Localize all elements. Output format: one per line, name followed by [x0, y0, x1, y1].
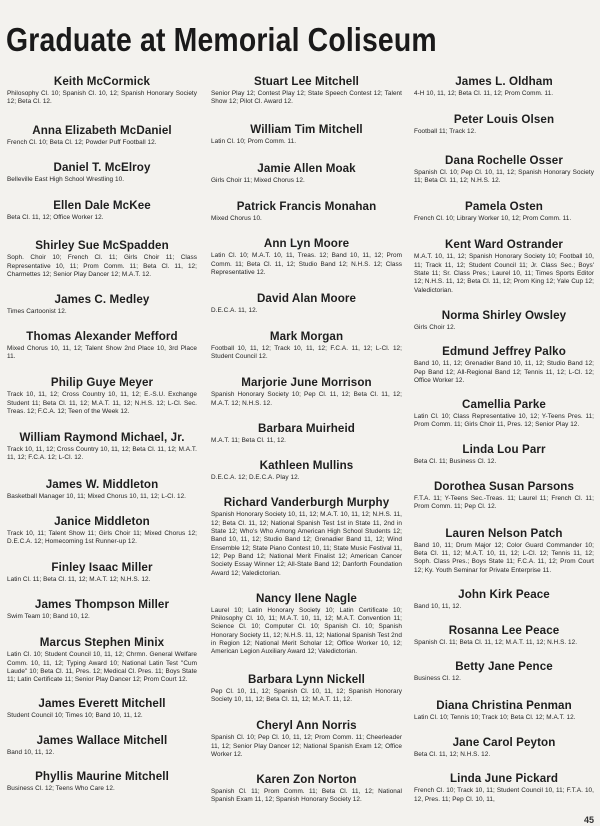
column-3: [414, 74, 594, 804]
graduate-entry: [7, 696, 197, 720]
graduate-entry: [414, 526, 594, 575]
graduate-entry: [414, 698, 594, 722]
graduate-name: Marcus Stephen Minix: [39, 636, 165, 650]
graduate-name: Jamie Allen Moak: [257, 161, 356, 175]
graduate-name: Keith McCormick: [53, 75, 151, 88]
graduate-entry: [7, 597, 197, 621]
graduate-activities: Latin Cl. 11; Beta Cl. 11, 12; M.A.T. 12; N.H.S. 12.: [7, 575, 151, 583]
page-title: Graduate at Memorial Coliseum: [6, 21, 437, 58]
graduate-name: Ann Lyn Moore: [263, 237, 350, 251]
graduate-activities: Latin Cl. 10; Prom Comm. 11.: [211, 137, 297, 145]
graduate-activities: Girls Choir 12.: [414, 323, 456, 331]
graduate-entry: [414, 199, 594, 223]
graduate-activities: Spanish Cl. 10; Pep Cl. 10, 11, 12; Spanish Honorary Society 11; Beta Cl. 11, 12; N.H.S. 12.: [414, 168, 594, 184]
graduate-activities: Spanish Honorary Society 10, 11, 12; M.A.T. 10, 11, 12; N.H.S. 11, 12; Beta Cl. 11, 12; National Spanish Test 1st in State 11, 2nd in State 12; Who's Who Among American High School Students 12; Band 10, 11, 12; Studio Band 12; Grenadier Band 11, 12; Wind Ensemble 12; State Piano Contest 10, 11; State Music Festival 11, 12; Pep Band 12; National Merit Finalist 12; American Cancer Society Essay Winner 12; All-State Band 12; Danforth Foundation Award 12; Valedictorian.: [211, 511, 402, 577]
graduate-name: James Thompson Miller: [34, 597, 170, 611]
graduate-name: William Raymond Michael, Jr.: [19, 431, 185, 445]
graduate-name: Richard Vanderburgh Murphy: [223, 496, 390, 510]
graduate-activities: Band 10, 11; Drum Major 12; Color Guard Commander 10; Beta Cl. 11, 12; M.A.T. 10, 11, 12; L-Cl. 12; Tennis 11, 12; Soph. Class Pres.; Boys State 11; F.C.A. 11, 12; Prom Court 12; Ky. Youth Seminar for Private Enterprise 11.: [414, 541, 594, 574]
graduate-activities: Track 10, 11; Talent Show 11; Girls Choir 11; Mixed Chorus 12; D.E.C.A. 12; Homecoming 1st Runner-up 12.: [7, 530, 197, 546]
column-2: [211, 74, 402, 805]
graduate-activities: French Cl. 10; Track 10, 11; Student Council 10, 11; F.T.A. 10, 12, Pres. 11; Pep Cl. 10, 11,: [414, 787, 594, 803]
graduate-activities: Football 10, 11, 12; Track 10, 11, 12; F.C.A. 11, 12; L-Cl. 12; Student Council 12.: [211, 344, 402, 360]
graduate-activities: Track 10, 11, 12; Cross Country 10, 11, 12; Beta Cl. 11, 12; M.A.T. 11, 12; F.C.A. 12; L-Cl. 12.: [7, 446, 197, 462]
graduate-activities: French Cl. 10; Library Worker 10, 12; Prom Comm. 11.: [414, 215, 572, 223]
graduate-entry: [414, 771, 594, 804]
graduate-entry: [7, 733, 197, 757]
graduate-entry: [414, 74, 594, 98]
graduate-name: Linda Lou Parr: [462, 442, 546, 456]
graduate-entry: [7, 635, 197, 684]
graduate-entry: [414, 735, 594, 759]
graduate-entry: [7, 329, 197, 362]
graduate-entry: [211, 772, 402, 805]
graduate-activities: French Cl. 10; Beta Cl. 12; Powder Puff Football 12.: [7, 138, 157, 146]
graduate-name: James Everett Mitchell: [38, 697, 166, 711]
graduate-name: Kent Ward Ostrander: [444, 238, 564, 252]
graduate-name: Nancy Ilene Nagle: [256, 591, 357, 605]
graduate-name: James C. Medley: [54, 293, 150, 307]
graduate-name: Patrick Francis Monahan: [236, 200, 377, 214]
graduate-activities: Student Council 10; Times 10; Band 10, 11, 12.: [7, 712, 143, 720]
graduate-entry: [414, 659, 594, 683]
graduate-entry: [211, 672, 402, 705]
graduate-name: Marjorie June Morrison: [241, 376, 372, 390]
graduate-entry: [211, 291, 402, 315]
graduate-name: John Kirk Peace: [458, 587, 550, 601]
graduate-entry: [211, 236, 402, 277]
graduate-entry: [414, 237, 594, 294]
graduate-activities: D.E.C.A. 12; D.E.C.A. Play 12.: [211, 474, 300, 482]
graduate-name: Edmund Jeffrey Palko: [442, 345, 566, 359]
graduate-name: Anna Elizabeth McDaniel: [32, 123, 172, 137]
graduate-name: Stuart Lee Mitchell: [254, 75, 359, 88]
graduate-activities: Band 10, 11, 12; Grenadier Band 10, 11, 12; Studio Band 12; Pep Band 12; All-Regional Band 12; Tennis 11, 12; L-Cl. 12; Office Worker 12.: [414, 360, 594, 384]
graduate-entry: [211, 161, 402, 185]
graduate-name: Dorothea Susan Parsons: [433, 480, 575, 494]
graduate-name: Karen Zon Norton: [256, 773, 357, 787]
graduate-activities: Latin Cl. 10; Student Council 10, 11, 12; Chrmn. General Welfare Comm. 10, 11, 12; Typing Award 10; National Latin Test "Cum Laude" 10; Beta Cl. 11, Pres. 12; Medical Cl. Pres. 11; Boys State 11; Latin Certificate 11; Senior Play Dancer 12; Prom Court 12.: [7, 651, 197, 684]
graduate-entry: [211, 375, 402, 408]
graduate-name: Janice Middleton: [54, 515, 150, 529]
graduate-entry: [414, 112, 594, 136]
graduate-activities: Spanish Honorary Society 10; Pep Cl. 11, 12; Beta Cl. 11, 12; M.A.T. 12; N.H.S. 12.: [211, 391, 402, 407]
graduate-activities: M.A.T. 10, 11, 12; Spanish Honorary Society 10; Football 10, 11; Track 11, 12; Student Council 11; Jr. Class Sec.; Boys' State 11; Sr. Class Pres.; Laurel 10, 11; Times Sports Editor 12; N.H.S. 11, 12; Beta Cl. 11, 12; Prom King 12; Yale Cup 12; Valedictorian.: [414, 253, 594, 294]
graduate-name: Ellen Dale McKee: [53, 199, 151, 213]
graduate-activities: F.T.A. 11; Y-Teens Sec.-Treas. 11; Laurel 11; French Cl. 11; Prom Comm. 11; Pep Cl. 12.: [414, 495, 594, 511]
graduate-activities: Pep Cl. 10, 11, 12; Spanish Cl. 10, 11, 12; Spanish Honorary Society 10, 11, 12; Beta Cl. 11, 12; M.A.T. 11, 12.: [211, 687, 402, 703]
graduate-entry: [7, 123, 197, 147]
graduate-entry: [7, 477, 197, 501]
graduate-entry: [7, 560, 197, 584]
graduate-activities: Track 10, 11, 12; Cross Country 10, 11, 12; E.-S.U. Exchange Student 11; Beta Cl. 11, 12; M.A.T. 11, 12; N.H.S. 12; L-Cl. Sec. Treas. 12; F.C.A. 12; Teen of the Week 12.: [7, 391, 197, 415]
graduate-entry: [211, 122, 402, 146]
graduate-activities: Business Cl. 12.: [414, 675, 461, 683]
graduate-entry: [414, 397, 594, 430]
graduate-entry: [7, 514, 197, 547]
graduate-activities: Girls Choir 11; Mixed Chorus 12.: [211, 176, 305, 184]
graduate-activities: Beta Cl. 11, 12; N.H.S. 12.: [414, 751, 491, 759]
graduate-name: Rosanna Lee Peace: [448, 624, 560, 638]
graduate-entry: [211, 74, 402, 107]
graduate-activities: Mixed Chorus 10, 11, 12; Talent Show 2nd Place 10, 3rd Place 11.: [7, 344, 197, 360]
graduate-name: Barbara Muirheid: [258, 421, 355, 435]
graduate-entry: [7, 160, 197, 184]
graduate-name: James Wallace Mitchell: [36, 733, 168, 747]
graduate-name: Peter Louis Olsen: [453, 113, 555, 127]
graduate-entry: [211, 329, 402, 362]
graduate-name: Betty Jane Pence: [455, 660, 553, 674]
graduate-entry: [7, 769, 197, 793]
graduate-name: Philip Guye Meyer: [50, 376, 154, 390]
graduate-entry: [7, 74, 197, 107]
graduate-entry: [7, 430, 197, 463]
graduate-activities: Band 10, 11, 12.: [7, 748, 55, 756]
graduate-entry: [211, 199, 402, 223]
graduate-activities: Latin Cl. 10; Tennis 10; Track 10; Beta Cl. 12; M.A.T. 12.: [414, 713, 576, 721]
graduate-entry: [7, 292, 197, 316]
graduate-name: David Alan Moore: [256, 292, 357, 306]
graduate-name: Phyllis Maurine Mitchell: [35, 770, 169, 784]
graduate-activities: M.A.T. 11; Beta Cl. 11, 12.: [211, 436, 286, 444]
graduate-name: William Tim Mitchell: [250, 122, 363, 136]
graduate-name: Norma Shirley Owsley: [441, 308, 567, 322]
graduate-activities: Spanish Cl. 10; Pep Cl. 10, 11, 12; Prom Comm. 11; Cheerleader 11, 12; Senior Play Dancer 12; National Spanish Exam 12; Office Worker 12.: [211, 734, 402, 758]
graduate-activities: Latin Cl. 10; Class Representative 10, 12; Y-Teens Pres. 11; Prom Comm. 11; Girls Choir 11, Pres. 12; Senior Play 12.: [414, 413, 594, 429]
graduate-activities: Spanish Cl. 11; Prom Comm. 11; Beta Cl. 11, 12; National Spanish Exam 11, 12; Spanish Honorary Society 12.: [211, 788, 402, 804]
graduate-entry: [7, 375, 197, 416]
graduate-name: Pamela Osten: [465, 200, 543, 214]
graduate-activities: Spanish Cl. 11; Beta Cl. 11, 12; M.A.T. 11, 12; N.H.S. 12.: [414, 639, 578, 647]
page-number: 45: [583, 815, 594, 825]
graduate-activities: Philosophy Cl. 10; Spanish Cl. 10, 12; Spanish Honorary Society 12; Beta Cl. 12.: [7, 90, 197, 106]
graduate-name: Cheryl Ann Norris: [256, 719, 357, 733]
graduate-activities: 4-H 10, 11, 12; Beta Cl. 11, 12; Prom Comm. 11.: [414, 90, 554, 97]
graduate-activities: Beta Cl. 11, 12; Office Worker 12.: [7, 214, 104, 222]
graduate-entry: [211, 495, 402, 577]
graduate-entry: [211, 421, 402, 445]
graduate-name: Lauren Nelson Patch: [445, 526, 563, 540]
graduate-activities: Band 10, 11, 12.: [414, 602, 462, 610]
graduate-name: Kathleen Mullins: [259, 459, 354, 473]
graduate-name: Linda June Pickard: [449, 772, 559, 786]
graduate-activities: Mixed Chorus 10.: [211, 215, 262, 223]
graduate-name: Thomas Alexander Mefford: [26, 329, 178, 343]
graduate-name: Barbara Lynn Nickell: [248, 672, 365, 686]
graduate-activities: D.E.C.A. 11, 12.: [211, 307, 258, 315]
graduate-entry: [414, 479, 594, 512]
graduate-name: Jane Carol Peyton: [452, 736, 556, 750]
graduate-entry: [414, 587, 594, 611]
graduate-name: Diana Christina Penman: [436, 698, 572, 712]
column-1: [7, 74, 197, 793]
graduate-entry: [211, 458, 402, 482]
graduate-activities: Senior Play 12; Contest Play 12; State Speech Contest 12; Talent Show 12; Pilot Cl. Award 12.: [211, 90, 402, 106]
graduate-entry: [211, 591, 402, 657]
graduate-activities: Times Cartoonist 12.: [7, 308, 67, 316]
graduate-activities: Soph. Choir 10; French Cl. 11; Girls Choir 11; Class Representative 10, 11; Prom Comm. 11; Beta Cl. 11, 12; Charmettes 12; Senior Play Dancer 12; M.A.T. 12.: [7, 254, 197, 279]
graduate-activities: Business Cl. 12; Teens Who Care 12.: [7, 785, 115, 793]
graduate-name: Mark Morgan: [269, 329, 344, 343]
graduate-entry: [414, 442, 594, 466]
graduate-entry: [414, 623, 594, 647]
graduate-activities: Beta Cl. 11; Business Cl. 12.: [414, 457, 497, 465]
graduate-entry: [414, 344, 594, 385]
graduate-name: Daniel T. McElroy: [53, 160, 151, 174]
graduate-activities: Laurel 10; Latin Honorary Society 10; Latin Certificate 10; Philosophy Cl. 10, 11; M.A.T. 10, 11, 12; M.A.T. Convention 11; Science Cl. 10; Computer Cl. 10; Spanish Cl. 10; Spanish Honorary Society 11, 12; N.H.S. 11, 12; National Spanish Test 2nd in Region 12; National Merit Scholar 12; Office Worker 10, 12; American Legion Auxiliary Award 12; Valedictorian.: [211, 606, 402, 656]
graduate-entry: [414, 308, 594, 332]
graduate-activities: Latin Cl. 10; M.A.T. 10, 11, Treas. 12; Band 10, 11, 12; Prom Comm. 11; Beta Cl. 11, 12; Studio Band 12; N.H.S. 12; Class Representative 12.: [211, 252, 402, 277]
graduate-activities: Belleville East High School Wrestling 10.: [7, 175, 125, 183]
graduate-entry: [414, 153, 594, 186]
graduate-name: Shirley Sue McSpadden: [35, 239, 169, 253]
graduate-entry: [7, 238, 197, 279]
graduate-name: Finley Isaac Miller: [51, 560, 153, 574]
graduate-activities: Basketball Manager 10, 11; Mixed Chorus 10, 11, 12; L-Cl. 12.: [7, 492, 187, 500]
graduate-name: Dana Rochelle Osser: [445, 153, 563, 167]
graduate-entry: [7, 198, 197, 222]
graduate-entry: [211, 718, 402, 759]
graduate-activities: Swim Team 10; Band 10, 12.: [7, 612, 90, 620]
graduate-name: James L. Oldham: [455, 75, 553, 88]
graduate-name: Camellia Parke: [462, 398, 546, 412]
graduate-activities: Football 11; Track 12.: [414, 128, 477, 136]
graduate-name: James W. Middleton: [45, 477, 159, 491]
